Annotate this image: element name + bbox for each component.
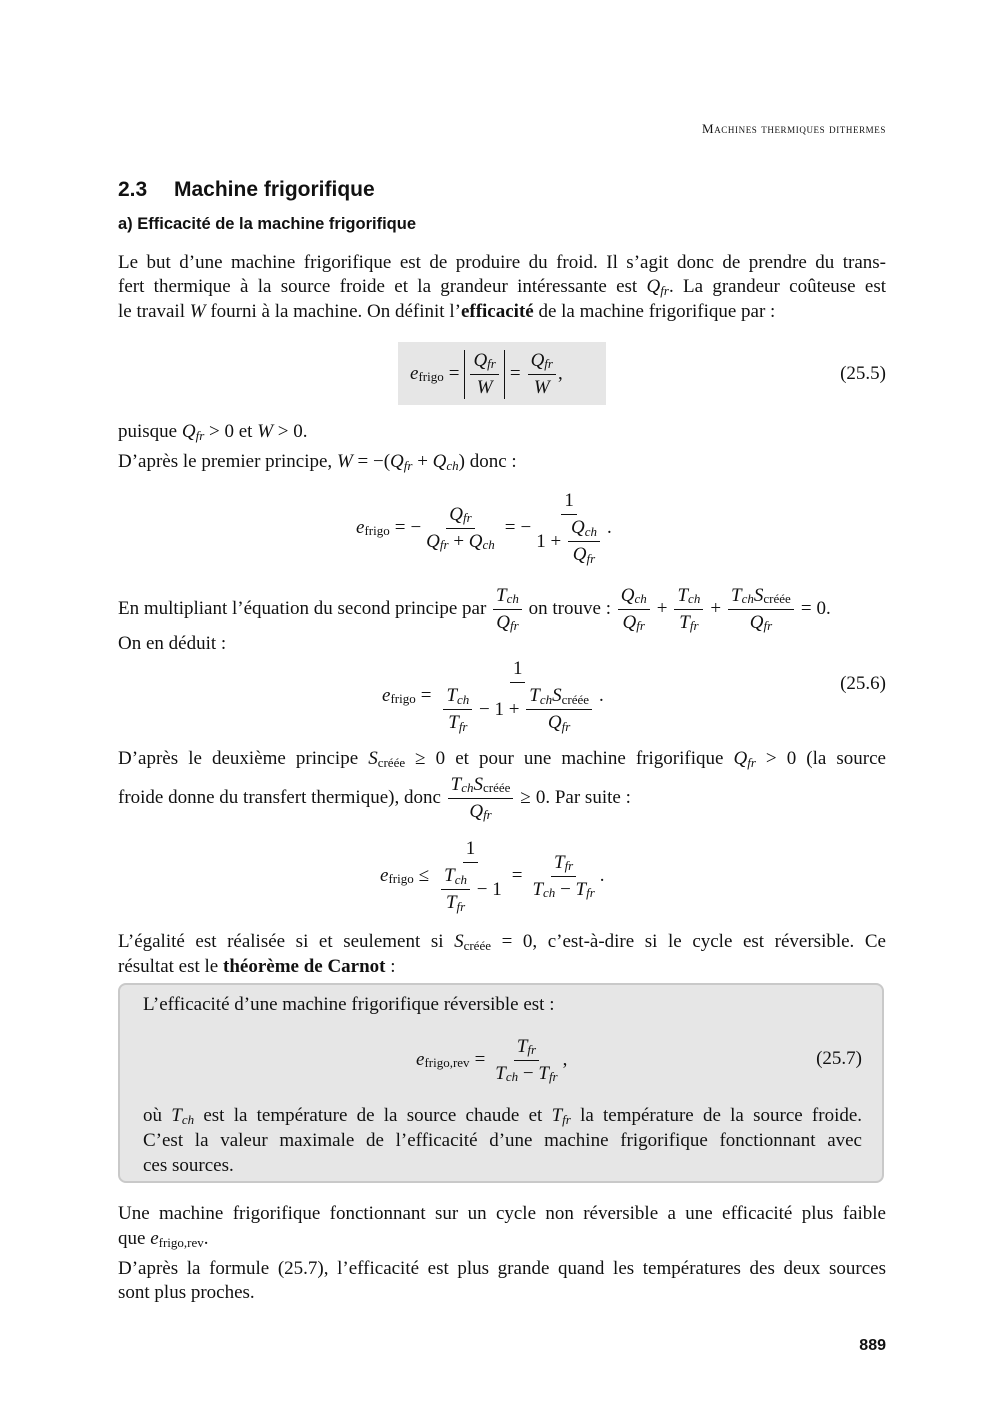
conclusion-line-2: que $e_{frigo,rev}$. bbox=[118, 1228, 209, 1250]
carnot-theorem-term: théorème de Carnot bbox=[223, 956, 386, 977]
equation-25-7: e $_{frigo,rev}$ = $\frac{T_{fr}}{T_{ch} - T_{fr}}$ , bbox=[416, 1035, 568, 1085]
equation-number-25-7: (25.7) bbox=[816, 1048, 862, 1069]
intro-line-2: fert thermique à la source froide et la grandeur intéressante est $Q_{fr}$. La grandeur coûteuse est bbox=[118, 276, 887, 298]
page-number: 889 bbox=[859, 1337, 886, 1354]
conclusion-line-1: Une machine frigorifique fonctionnant sur un cycle non réversible a une efficacité plus faible bbox=[118, 1203, 886, 1224]
running-header: Machines thermiques dithermes bbox=[702, 121, 886, 136]
equation-number-25-5: (25.5) bbox=[840, 363, 886, 384]
section-heading bbox=[118, 178, 375, 202]
equation-inequality: e $_{frigo}$ ≤ 1 $\frac{T_{ch}}{T_{fr}}$ − 1 = $\frac{T_{fr}}{T_{ch} - T_{fr}}$ . bbox=[380, 838, 605, 914]
on-en-deduit: On en déduit : bbox=[118, 633, 227, 654]
premier-principe-line: D’après le premier principe, $W = -(Q_{fr} + Q_{ch})$ donc : bbox=[118, 451, 517, 473]
egalite-line-1: L’égalité est réalisée si et seulement si $S_{créée} = 0$, c’est-à-dire si le cycle est réversible. Ce bbox=[118, 931, 886, 953]
puisque-line: puisque $Q_{fr} > 0$ et W > 0. bbox=[118, 421, 308, 443]
subsection-heading: a) Efficacité de la machine frigorifique bbox=[118, 215, 416, 233]
deuxieme-principe-line-2: froide donne du transfert thermique), donc $\frac{T_{ch}S_{créée}}{Q_{fr}}$ ≥ 0 . Par suite : bbox=[118, 773, 631, 823]
conclusion-line-4: sont plus proches. bbox=[118, 1282, 255, 1303]
theorem-line-3: ces sources. bbox=[143, 1155, 234, 1176]
theorem-line-2: C’est la valeur maximale de l’efficacité d’une machine frigorifique fonctionnant avec bbox=[143, 1130, 862, 1151]
deuxieme-principe-line-1: D’après le deuxième principe $S_{créée} \ge 0$ et pour une machine frigorifique $Q_{fr} > 0$ (la source bbox=[118, 748, 886, 770]
egalite-line-2: résultat est le théorème de Carnot : bbox=[118, 956, 396, 977]
equation-number-25-6: (25.6) bbox=[840, 673, 886, 694]
conclusion-line-3: D’après la formule (25.7), l’efficacité est plus grande quand les températures des deux sources bbox=[118, 1258, 886, 1279]
efficacite-term: efficacité bbox=[460, 301, 534, 322]
section-number: 2.3 bbox=[118, 178, 148, 201]
multiplying-line: En multipliant l’équation du second principe par $\frac{T_{ch}}{Q_{fr}}$ on trouve : $\frac{Q_{ch}}{Q_{fr}}$ + $\frac{T_{ch}}{T_{fr}}$ + $\frac{T_{ch}S_{créée}}{Q_{fr}}$ = 0. bbox=[118, 584, 831, 634]
section-title: Machine frigorifique bbox=[174, 178, 375, 201]
intro-line-3: le travail W fourni à la machine. On définit l’efficacité de la machine frigorifique par : bbox=[118, 301, 776, 322]
equation-25-5: e $_{frigo}$ = $\frac{Q_{fr}}{W}$ = $\frac{Q_{fr}}{W}$ , bbox=[410, 349, 563, 398]
intro-line-1: Le but d’une machine frigorifique est de produire du froid. Il s’agit donc de prendre du trans- bbox=[118, 252, 886, 273]
equation-efrigo-expansion: e $_{frigo}$ = − $\frac{Q_{fr}}{Q_{fr} + Q_{ch}}$ = − 1 1 + $\frac{Q_{ch}}{Q_{fr}}$ . bbox=[356, 490, 612, 566]
equation-25-6: e $_{frigo}$ = 1 $\frac{T_{ch}}{T_{fr}}$ − 1 + $\frac{T_{ch}S_{créée}}{Q_{fr}}$ . bbox=[382, 658, 604, 734]
theorem-line-1: où $T_{ch}$ est la température de la source chaude et $T_{fr}$ la température de la source froide. bbox=[143, 1105, 863, 1127]
theorem-intro: L’efficacité d’une machine frigorifique réversible est : bbox=[143, 994, 555, 1015]
